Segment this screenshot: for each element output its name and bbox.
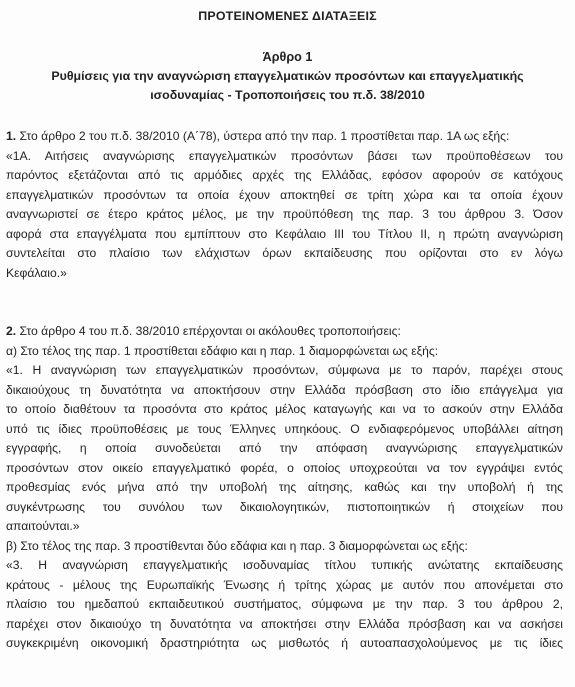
paragraph-1-line: επαγγελματικών προσόντων τα οποία έχουν αποκτηθεί σε τρίτη χώρα και τα οποία έχουν (6, 188, 563, 202)
paragraph-2-line: συγκέντρωσης του συνόλου των δικαιολογητικών, πιστοποιητικών ή στοιχείων που (6, 500, 563, 514)
paragraph-2-line: «1. Η αναγνώριση των επαγγελματικών προσόντων, σύμφωνα με το παρόν, παρέχει στους (6, 363, 563, 377)
article-title-line-2: ισοδυναμίας - Τροποποιήσεις του π.δ. 38/2010 (150, 88, 425, 102)
paragraph-2-line: προσόντων στον οικείο επαγγελματικό φορέα, ο οποίος υποχρεούται να τον εγγράψει εντός (6, 461, 563, 475)
paragraph-1-line: 1. Στο άρθρο 2 του π.δ. 38/2010 (Α΄78), ύστερα από την παρ. 1 προστίθεται παρ. 1Α ως εξής: (6, 129, 510, 143)
paragraph-2-line: β) Στο τέλος της παρ. 3 προστίθενται δύο εδάφια και η παρ. 3 διαμορφώνεται ως εξής: (6, 539, 468, 553)
paragraph-2-line: απαιτούνται.» (6, 519, 80, 533)
paragraph-2-number: 2. (6, 324, 17, 338)
paragraph-2-line: παρέχει στον δικαιούχο τη δυνατότητα να αποκτήσει στην Ελλάδα πρόσβαση και να ασκήσει (6, 617, 563, 631)
paragraph-2-line: προθεσμίας ενός μήνα από την υποβολή της αίτησης, καθώς και την υποβολή ή της (6, 480, 563, 494)
paragraph-2-line: «3. Η αναγνώριση επαγγελματικής ισοδυναμίας τίτλου τυπικής ανώτατης εκπαίδευσης (6, 558, 563, 572)
section-title: ΠΡΟΤΕΙΝΟΜΕΝΕΣ ΔΙΑΤΑΞΕΙΣ (198, 9, 377, 23)
paragraph-2-line: 2. Στο άρθρο 4 του π.δ. 38/2010 επέρχονται οι ακόλουθες τροποποιήσεις: (6, 324, 401, 338)
paragraph-1-line: αφορά στα επαγγέλματα που εμπίπτουν στο Κεφάλαιο ΙΙΙ του Τίτλου ΙΙ, η πρώτη αναγνώριση (6, 227, 563, 241)
paragraph-2-line: εγγραφής, η οποία συνοδεύεται από την απόφαση αναγνώρισης επαγγελματικών (6, 441, 563, 455)
article-title-line-1: Ρυθμίσεις για την αναγνώριση επαγγελματικών προσόντων και επαγγελματικής (51, 69, 524, 83)
paragraph-1-line: παρόντος εξετάζονται από τις αρμόδιες αρχές της Ελλάδας, εφόσον αφορούν σε κατόχους (6, 168, 563, 182)
paragraph-2-line: συγκεκριμένη οικονομική δραστηριότητα ως μισθωτός ή αυτοαπασχολούμενος με τις ίδιες (6, 636, 563, 650)
paragraph-1-number: 1. (6, 129, 17, 143)
paragraph-1-line: αναγνωριστεί σε έτερο κράτος μέλος, με την προϋπόθεση της παρ. 3 του άρθρου 3. Όσον (6, 207, 563, 221)
article-label: Άρθρο 1 (262, 50, 313, 64)
paragraph-2-line: το οποίο διαθέτουν τα προσόντα στο κράτος μέλος καταγωγής και να το ασκούν στην Ελλάδα (6, 402, 563, 416)
paragraph-2-line: υπό τις ίδιες προϋποθέσεις με τους Έλληνες υπηκόους. Ο ενδιαφερόμενος υποβάλλει αίτηση (6, 422, 563, 436)
paragraph-2-line: δικαιούχους τη δυνατότητα να αποκτήσουν στην Ελλάδα πρόσβαση στο ίδιο επάγγελμα για (6, 383, 563, 397)
paragraph-2-line: πλαίσιο του ημεδαπού εκπαιδευτικού συστήματος, σύμφωνα με την παρ. 3 του άρθρου 2, (6, 597, 563, 611)
paragraph-1-line: συντελείται στο πλαίσιο των ελάχιστων όρων εκπαίδευσης που ορίζονται στο εν λόγω (6, 246, 563, 260)
paragraph-2-line: α) Στο τέλος της παρ. 1 προστίθεται εδάφιο και η παρ. 1 διαμορφώνεται ως εξής: (6, 344, 439, 358)
paragraph-1-line: «1Α. Αιτήσεις αναγνώρισης επαγγελματικών προσόντων βάσει των προϋποθέσεων του (6, 149, 563, 163)
paragraph-1-line: Κεφάλαιο.» (6, 266, 67, 280)
paragraph-2-line: κράτους - μέλους της Ευρωπαϊκής Ένωσης ή τρίτης χώρας με αυτόν που απονέμεται στο (6, 578, 563, 592)
